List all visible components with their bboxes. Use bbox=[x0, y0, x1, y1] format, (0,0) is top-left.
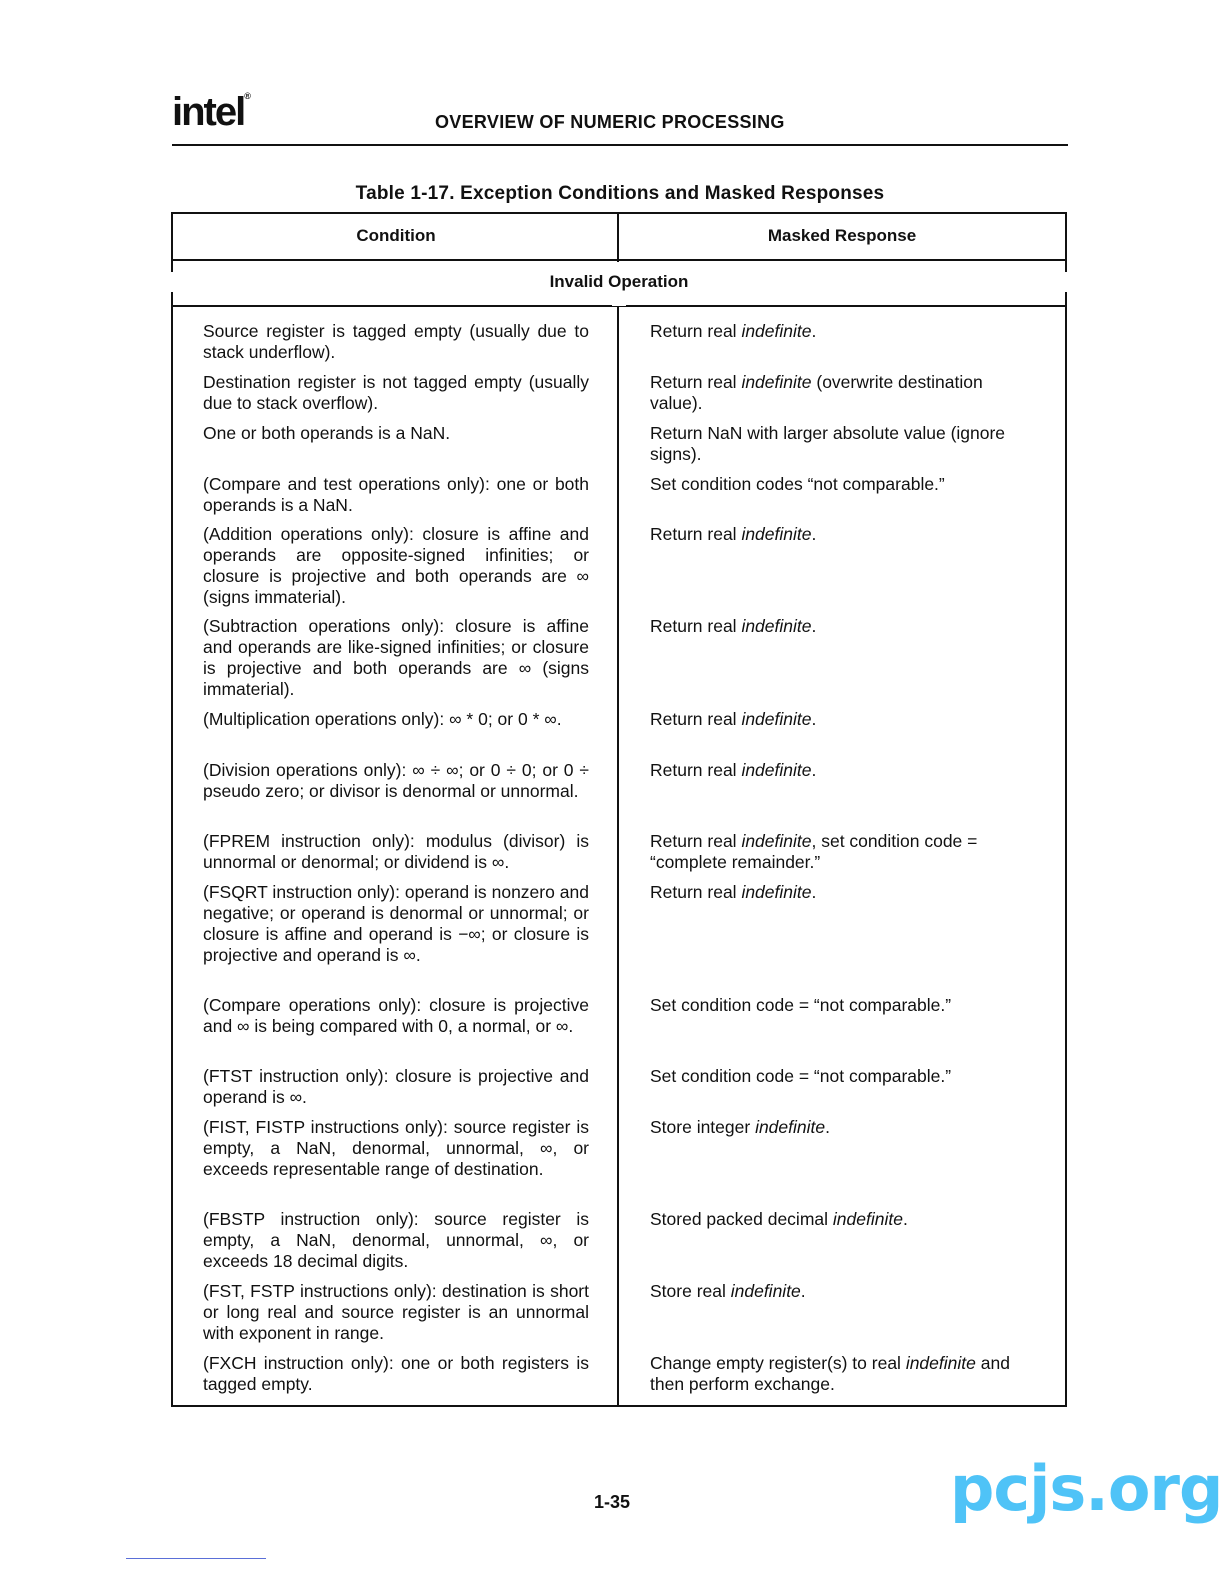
condition-cell: One or both operands is a NaN. bbox=[203, 423, 451, 443]
condition-cell: (FPREM instruction only): modulus (divisor) is unnormal or denormal; or dividend is ∞. bbox=[203, 831, 589, 872]
response-cell: Set condition code = “not comparable.” bbox=[650, 1066, 952, 1086]
response-cell: Set condition codes “not comparable.” bbox=[650, 474, 945, 494]
condition-cell: (Multiplication operations only): ∞ * 0; or 0 * ∞. bbox=[203, 709, 562, 729]
intel-logo: intel® bbox=[172, 90, 251, 134]
table-title: Table 1-17. Exception Conditions and Masked Responses bbox=[355, 183, 885, 204]
header-row-rule bbox=[171, 259, 1067, 261]
response-cell: Return real indefinite, set condition code = “complete remainder.” bbox=[650, 831, 978, 872]
header-rule bbox=[172, 144, 1068, 146]
condition-cell: (Division operations only): ∞ ÷ ∞; or 0 ÷ 0; or 0 ÷ pseudo zero; or divisor is denormal or unnormal. bbox=[203, 760, 589, 801]
page-header-title: OVERVIEW OF NUMERIC PROCESSING bbox=[435, 112, 785, 132]
response-cell: Return real indefinite. bbox=[650, 616, 817, 636]
registered-mark: ® bbox=[244, 91, 251, 101]
response-cell: Return real indefinite. bbox=[650, 709, 817, 729]
condition-cell: (Compare operations only): closure is projective and ∞ is being compared with 0, a normal, or ∞. bbox=[203, 995, 589, 1036]
condition-cell: (FSQRT instruction only): operand is nonzero and negative; or operand is denormal or unnormal; or closure is affine and operand is −∞; or closure is projective and operand is ∞. bbox=[203, 882, 589, 965]
response-cell: Change empty register(s) to real indefinite and then perform exchange. bbox=[650, 1353, 1010, 1394]
pcjs-watermark: pcjs.org bbox=[950, 1452, 1223, 1525]
condition-cell: (FBSTP instruction only): source register is empty, a NaN, denormal, unnormal, ∞, or exceeds 18 decimal digits. bbox=[203, 1209, 589, 1271]
response-cell: Return real indefinite (overwrite destination value). bbox=[650, 372, 983, 413]
link-underline bbox=[126, 1558, 266, 1559]
condition-cell: (FIST, FISTP instructions only): source register is empty, a NaN, denormal, unnormal, ∞, or exceeds representable range of destination. bbox=[203, 1117, 589, 1179]
condition-cell: (Compare and test operations only): one or both operands is a NaN. bbox=[203, 474, 589, 515]
response-cell: Return NaN with larger absolute value (ignore signs). bbox=[650, 423, 1006, 464]
response-cell: Return real indefinite. bbox=[650, 321, 817, 341]
condition-cell: (Subtraction operations only): closure is affine and operands are like-signed infinities; or closure is projective and both operands are ∞ (signs immaterial). bbox=[203, 616, 589, 699]
condition-cell: Destination register is not tagged empty (usually due to stack overflow). bbox=[203, 372, 589, 413]
condition-cell: (FST, FSTP instructions only): destination is short or long real and source register is an unnormal with exponent in range. bbox=[203, 1281, 589, 1343]
column-header-condition: Condition bbox=[356, 226, 436, 245]
condition-cell: (FXCH instruction only): one or both registers is tagged empty. bbox=[203, 1353, 589, 1394]
column-divider bbox=[617, 212, 619, 1407]
response-cell: Stored packed decimal indefinite. bbox=[650, 1209, 908, 1229]
section-invalid-operation: Invalid Operation bbox=[171, 272, 1067, 292]
column-header-masked-response: Masked Response bbox=[767, 226, 917, 245]
condition-cell: Source register is tagged empty (usually due to stack underflow). bbox=[203, 321, 589, 362]
response-cell: Return real indefinite. bbox=[650, 760, 817, 780]
condition-cell: (Addition operations only): closure is affine and operands are opposite-signed infinities; or closure is projective and both operands are ∞ (signs immaterial). bbox=[203, 524, 589, 607]
response-cell: Store integer indefinite. bbox=[650, 1117, 830, 1137]
response-cell: Set condition code = “not comparable.” bbox=[650, 995, 952, 1015]
condition-cell: (FTST instruction only): closure is projective and operand is ∞. bbox=[203, 1066, 589, 1107]
response-cell: Return real indefinite. bbox=[650, 524, 817, 544]
response-cell: Return real indefinite. bbox=[650, 882, 817, 902]
response-cell: Store real indefinite. bbox=[650, 1281, 806, 1301]
page-number: 1-35 bbox=[594, 1492, 631, 1512]
